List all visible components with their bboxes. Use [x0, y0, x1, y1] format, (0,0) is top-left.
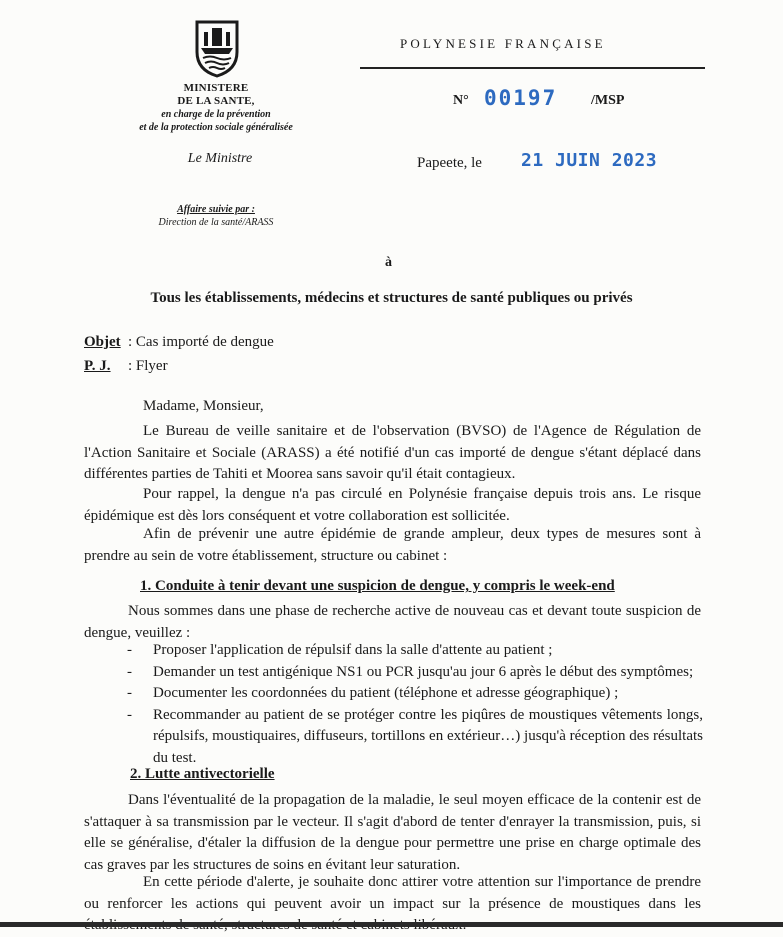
paragraph-2: Pour rappel, la dengue n'a pas circulé en Polynésie française depuis trois ans. Le risque épidémique est dès lors conséquent et votre collaboration est sollicitée. [84, 486, 701, 524]
objet-value: : Cas importé de dengue [128, 334, 274, 350]
pj-value: : Flyer [128, 358, 168, 374]
list-item: - Demander un test antigénique NS1 ou PCR jusqu'au jour 6 après le début des symptômes; [127, 663, 694, 680]
list-item: - Recommander au patient de se protéger contre les piqûres de moustiques vêtements longs, répulsifs, moustiquaires, diffuseurs, tortillons en extérieur…) jusqu'à réception des résultats du test. [127, 706, 703, 766]
minister-title: Le Ministre [187, 151, 253, 166]
ministry-line-4: et de la protection sociale généralisée [139, 122, 293, 133]
paragraph-3: Afin de prévenir une autre épidémie de grande ampleur, deux types de mesures sont à prendre au sein de votre établissement, structure ou cabinet : [84, 526, 701, 564]
number-suffix: /MSP [591, 93, 625, 108]
date-stamp: 21 JUIN 2023 [521, 150, 658, 171]
salutation: Madame, Monsieur, [143, 398, 264, 414]
pj-label: P. J. [84, 358, 111, 374]
recipient-a: à [385, 255, 392, 270]
list-item: - Documenter les coordonnées du patient (téléphone et adresse géographique) ; [127, 685, 619, 701]
number-label: N° [453, 93, 469, 108]
coat-of-arms-icon [191, 18, 243, 78]
paragraph-4: Dans l'éventualité de la propagation de la maladie, le seul moyen efficace de la contenir est de s'attaquer à sa transmission par le vecteur. Il s'agit d'abord de tenter d'enrayer la transmission, puis, si elle se généralise, d'étaler la diffusion de la dengue pour permettre une prise en charge optimale des cas graves par les structures de soins en évitant leur saturation. [84, 792, 701, 873]
recipient-line: Tous les établissements, médecins et structures de santé publiques ou privés [150, 290, 633, 306]
affaire-value: Direction de la santé/ARASS [158, 217, 274, 228]
ministry-block [120, 82, 312, 134]
place-label: Papeete, le [417, 155, 482, 171]
objet-label: Objet [84, 334, 121, 350]
ministry-line-1: MINISTERE [183, 82, 249, 94]
ministry-line-3: en charge de la prévention [161, 109, 271, 120]
header-divider [360, 67, 705, 69]
section-2-title: 2. Lutte antivectorielle [130, 766, 275, 782]
section-1-intro: Nous sommes dans une phase de recherche active de nouveau cas et devant toute suspicion de dengue, veuillez : [84, 603, 701, 641]
affaire-block [120, 203, 312, 229]
country-title: POLYNESIE FRANÇAISE [400, 36, 606, 51]
section-1-title: 1. Conduite à tenir devant une suspicion de dengue, y compris le week-end [140, 578, 615, 594]
number-stamp: 00197 [484, 86, 558, 110]
list-item: - Proposer l'application de répulsif dans la salle d'attente au patient ; [127, 642, 553, 658]
ministry-line-2: DE LA SANTE, [177, 95, 255, 107]
paragraph-1: Le Bureau de veille sanitaire et de l'observation (BVSO) de l'Agence de Régulation de l'Action Sanitaire et Sociale (ARASS) a été notifié d'un cas importé de dengue s'étant déplacé dans différentes parties de Tahiti et Moorea sans savoir qu'il était contagieux. [84, 423, 701, 482]
affaire-label: Affaire suivie par : [177, 204, 255, 215]
measures-list [125, 640, 703, 769]
paragraph-5: En cette période d'alerte, je souhaite donc attirer votre attention sur l'importance de prendre ou renforcer les actions qui peuvent avoir un impact sur la présence de moustiques dans les [84, 874, 701, 912]
page-bottom-edge [0, 922, 783, 927]
